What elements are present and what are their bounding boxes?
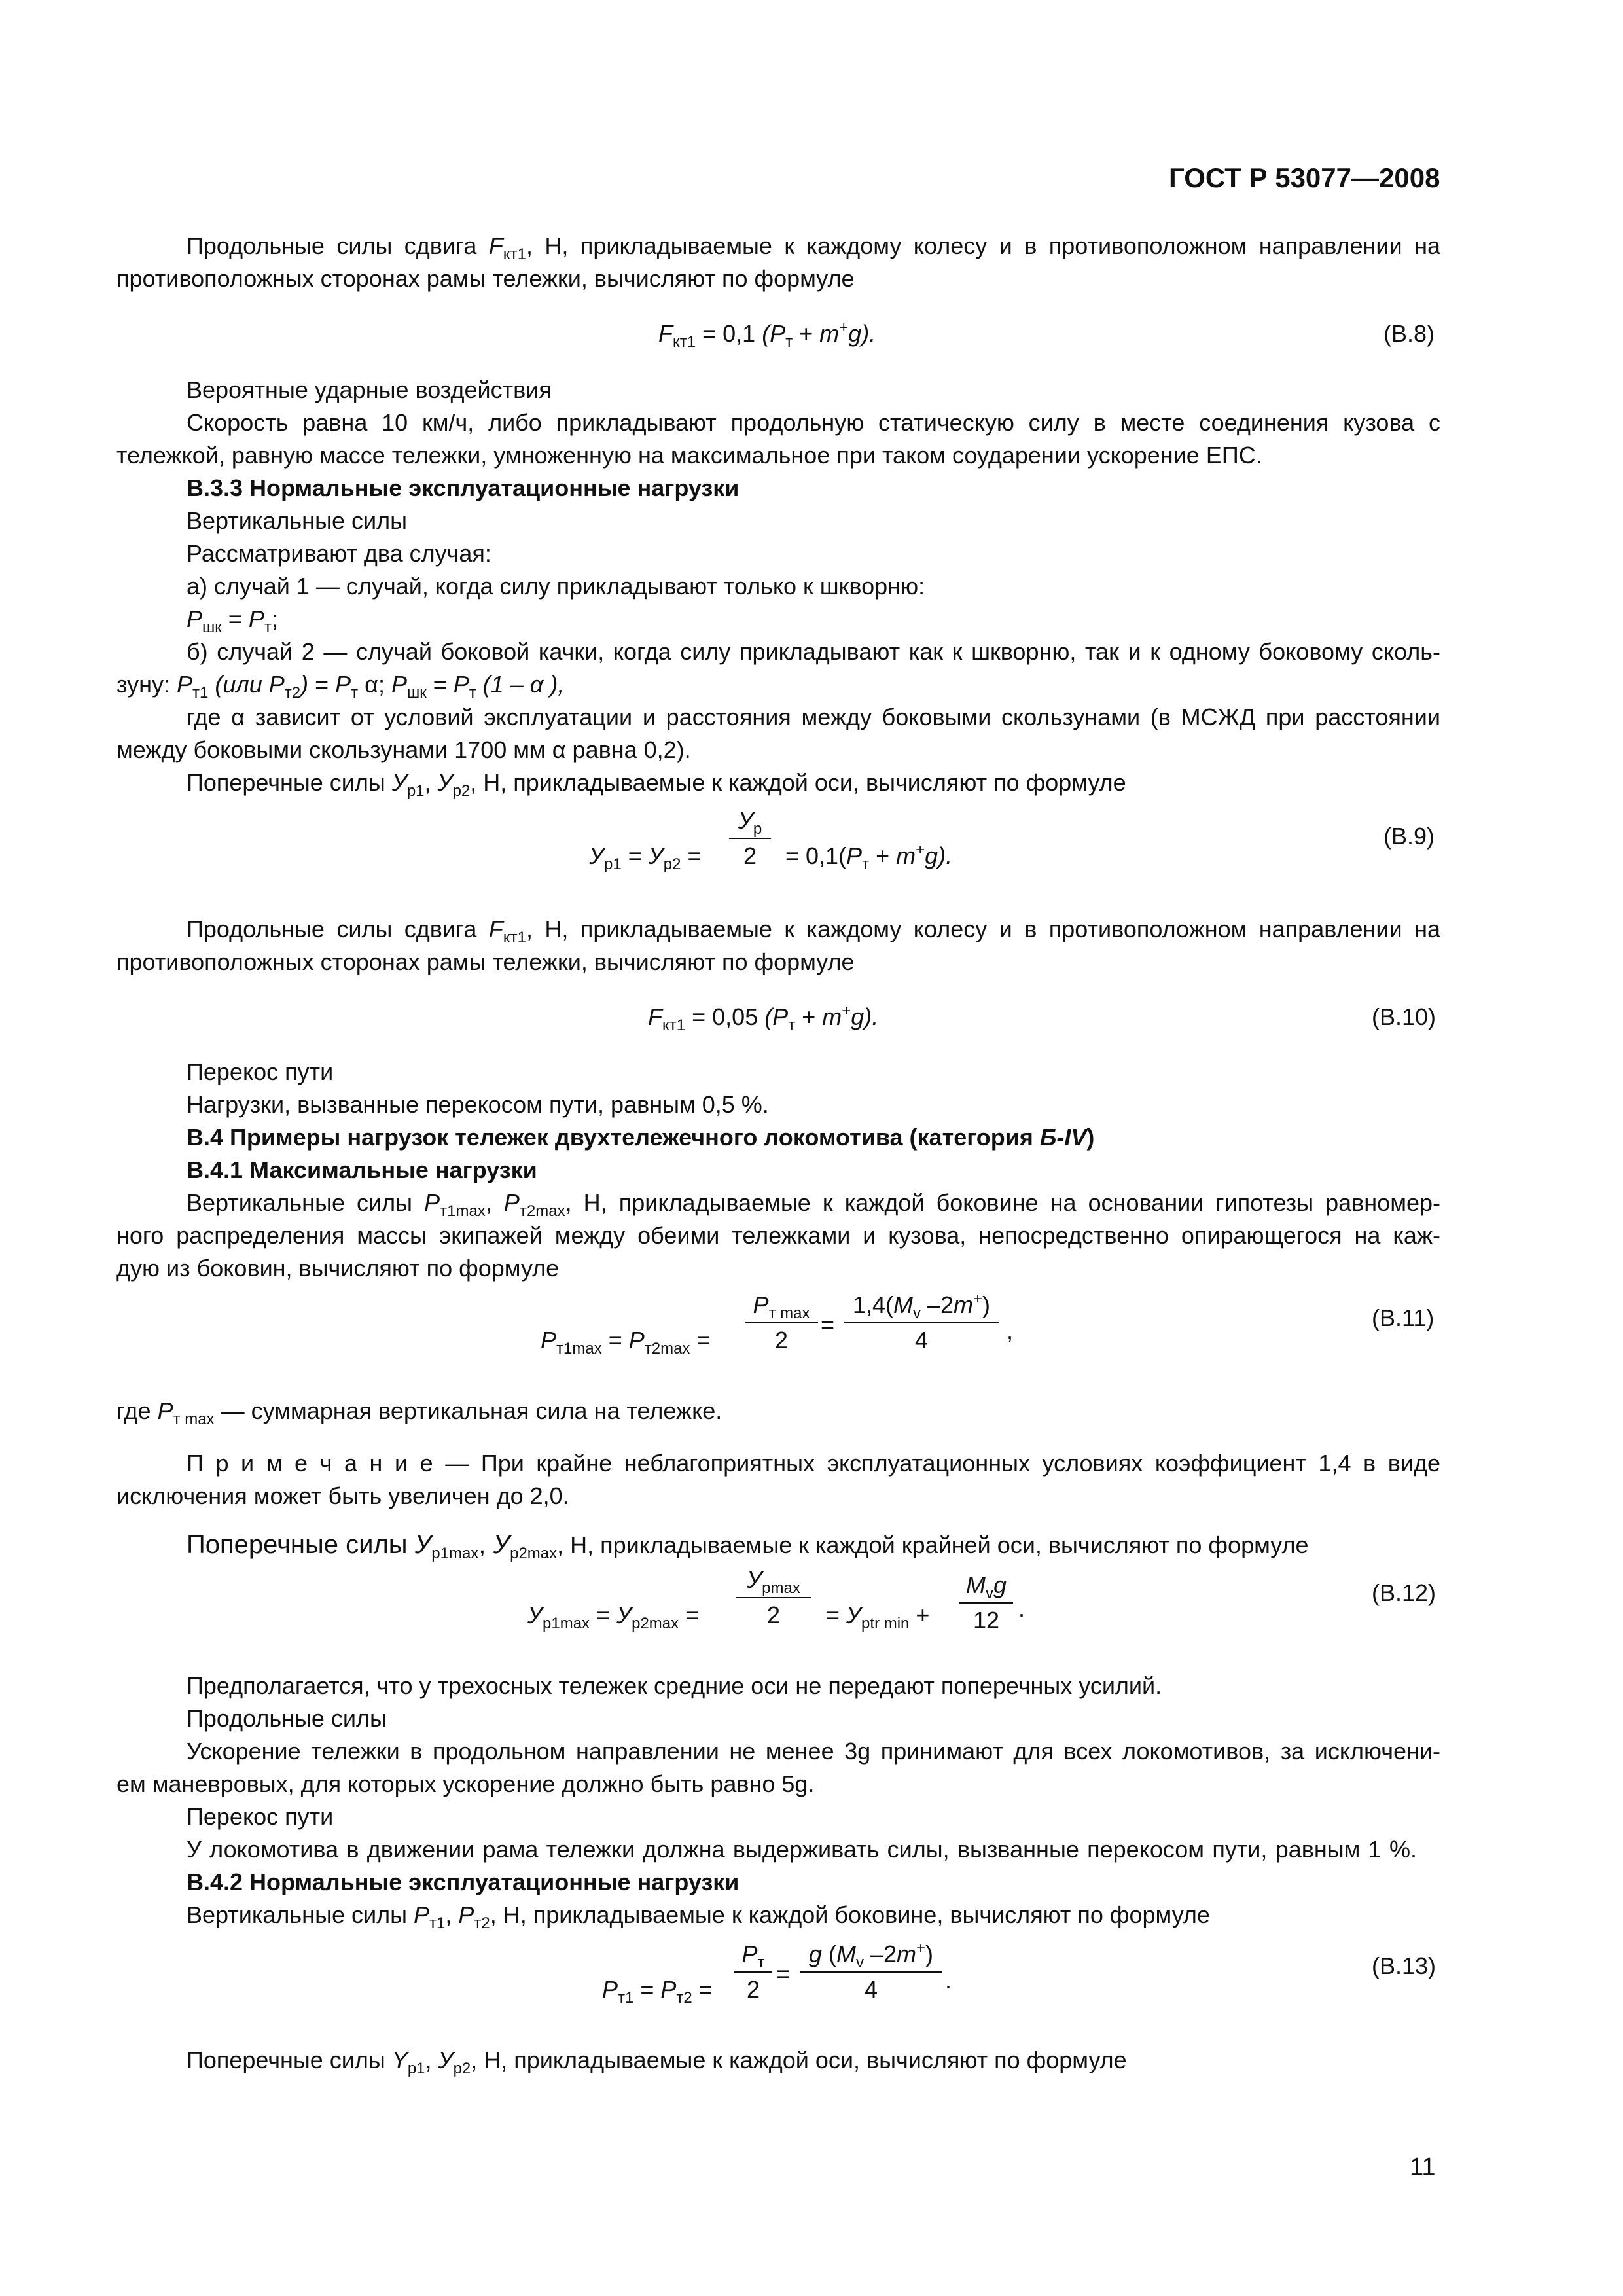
formula-b12-left: $У_{р1max} = У_{р2max}$ = <box>527 1602 700 1632</box>
section-heading: В.4.2 Нормальные эксплуатационные нагрузки <box>187 1869 740 1895</box>
paragraph-line: Перекос пути <box>187 1058 334 1085</box>
equation-number: (В.11) <box>1372 1304 1435 1331</box>
paragraph-line: ного распределения массы экипажей между обеими тележками и кузова, непосредственно опирающегося на каж- <box>116 1222 1440 1249</box>
paragraph-line: Вертикальные силы $P_{т1max}$, $P_{т2max}$, Н, прикладываемые к каждой боковине на основании гипотезы равномер- <box>187 1189 1440 1220</box>
document-header: ГОСТ Р 53077—2008 <box>1169 162 1440 193</box>
paragraph-line: Нагрузки, вызванные перекосом пути, равным 0,5 %. <box>187 1091 769 1118</box>
paragraph-line: Вертикальные силы $P_{т1}$, $P_{т2}$, Н, прикладываемые к каждой боковине, вычисляют по формуле <box>187 1901 1210 1932</box>
paragraph-line: Вертикальные силы <box>187 507 407 534</box>
equation-number: (В.8) <box>1383 320 1435 347</box>
paragraph-line: б) случай 2 — случай боковой качки, когда силу прикладывают как к шкворню, так и к одному боковому сколь- <box>187 638 1440 665</box>
equation-number: (В.13) <box>1372 1952 1436 1979</box>
paragraph-line: Продольные силы <box>187 1705 387 1732</box>
fraction: g ($M_v$ –2m+) 4 <box>800 1940 942 2004</box>
paragraph-line: Продольные силы сдвига $F_{кт1}$, Н, прикладываемые к каждому колесу и в противоположном направлении на <box>187 232 1440 263</box>
note-line: П р и м е ч а н и е — При крайне неблагоприятных эксплуатационных условиях коэффициент 1,4 в виде <box>187 1450 1440 1477</box>
equals-sign: = <box>776 1960 791 1987</box>
paragraph-line: где $P_{т max}$ — суммарная вертикальная сила на тележке. <box>116 1397 722 1428</box>
formula-b11-left: $P_{т1max} = P_{т2max}$ = <box>541 1327 711 1357</box>
paragraph-line: противоположных сторонах рамы тележки, вычисляют по формуле <box>116 948 855 975</box>
paragraph-line: ем маневровых, для которых ускорение должно быть равно 5g. <box>116 1770 815 1797</box>
formula-inline: $P_{шк} = P_т$; <box>187 605 278 636</box>
formula-b9-left: $У_{р1} = У_{р2}$ = <box>589 842 702 873</box>
fraction: $У_р$ 2 <box>729 806 771 870</box>
equation-number: (В.9) <box>1383 823 1435 850</box>
paragraph-line: противоположных сторонах рамы тележки, вычисляют по формуле <box>116 265 855 292</box>
paragraph-line: дую из боковин, вычисляют по формуле <box>116 1255 560 1282</box>
paragraph-line: где α зависит от условий эксплуатации и расстояния между боковыми скользунами (в МСЖД при расстоянии <box>187 704 1440 730</box>
fraction: $P_{т max}$ 2 <box>745 1291 818 1355</box>
equation-number: (В.12) <box>1372 1579 1436 1606</box>
formula-b9-right: = $0,1(P_т + m^+g)$. <box>785 841 953 873</box>
formula-b10: $F_{кт1} = 0,05$ $(P_т + m^+g)$. <box>648 1002 879 1034</box>
fraction: $P_т$ 2 <box>734 1940 772 2004</box>
note-line: исключения может быть увеличен до 2,0. <box>116 1482 569 1509</box>
page-number: 11 <box>1410 2153 1436 2181</box>
paragraph-line: Вероятные ударные воздействия <box>187 376 552 403</box>
period: . <box>1018 1595 1026 1622</box>
paragraph-line: У локомотива в движении рама тележки должна выдерживать силы, вызванные перекосом пути, равным 1 %. <box>187 1836 1417 1863</box>
fraction: $M_vg$ 12 <box>959 1571 1013 1635</box>
period: . <box>945 1967 952 1994</box>
formula-b13-left: $P_{т1} = P_{т2}$ = <box>602 1976 713 2007</box>
paragraph-line: между боковыми скользунами 1700 мм α равна 0,2). <box>116 736 691 763</box>
comma: , <box>1007 1318 1014 1344</box>
equals-sign: = <box>821 1311 835 1338</box>
paragraph-line: Поперечные силы $Y_{р1}$, $У_{р2}$, Н, прикладываемые к каждой оси, вычисляют по формуле <box>187 2047 1127 2077</box>
section-heading: В.4.1 Максимальные нагрузки <box>187 1157 537 1183</box>
section-heading: В.4 Примеры нагрузок тележек двухтележечного локомотива (категория Б-IV) <box>187 1124 1095 1151</box>
section-heading: В.3.3 Нормальные эксплуатационные нагрузки <box>187 475 740 501</box>
paragraph-line: тележкой, равную массе тележки, умноженную на максимальное при таком соударении ускорение ЕПС. <box>116 442 1262 469</box>
paragraph-line: Предполагается, что у трехосных тележек средние оси не передают поперечных усилий. <box>187 1672 1162 1699</box>
formula-inline: зуну: $P_{т1}$ (или $P_{т2}) = P_т$ α; $P_{шк} = P_т$ (1 – α ), <box>116 671 565 702</box>
formula-b12-mid: = $У_{ptr min}$ + <box>826 1602 930 1632</box>
formula-b8: $F_{кт1} = 0,1$ $(P_т + m^+g)$. <box>658 319 876 351</box>
fraction: $У_{pmax}$ 2 <box>736 1566 812 1630</box>
equation-number: (В.10) <box>1372 1003 1436 1030</box>
paragraph-line: Ускорение тележки в продольном направлении не менее 3g принимают для всех локомотивов, за исключени- <box>187 1738 1440 1765</box>
paragraph-line: Продольные силы сдвига $F_{кт1}$, Н, прикладываемые к каждому колесу и в противоположном направлении на <box>187 916 1440 946</box>
paragraph-line: Поперечные силы $У_{р1}$, $У_{р2}$, Н, прикладываемые к каждой оси, вычисляют по формуле <box>187 769 1126 800</box>
fraction: $1,4(M_v$ –2m+) 4 <box>844 1291 999 1355</box>
paragraph-line: Скорость равна 10 км/ч, либо прикладывают продольную статическую силу в месте соединения кузова с <box>187 409 1440 436</box>
paragraph-line: Поперечные силы $У_{р1max}$, $У_{р2max}$, Н, прикладываемые к каждой крайней оси, вычисляют по формуле <box>187 1530 1309 1562</box>
paragraph-line: а) случай 1 — случай, когда силу прикладывают только к шкворню: <box>187 573 925 600</box>
paragraph-line: Перекос пути <box>187 1803 334 1830</box>
paragraph-line: Рассматривают два случая: <box>187 540 491 567</box>
